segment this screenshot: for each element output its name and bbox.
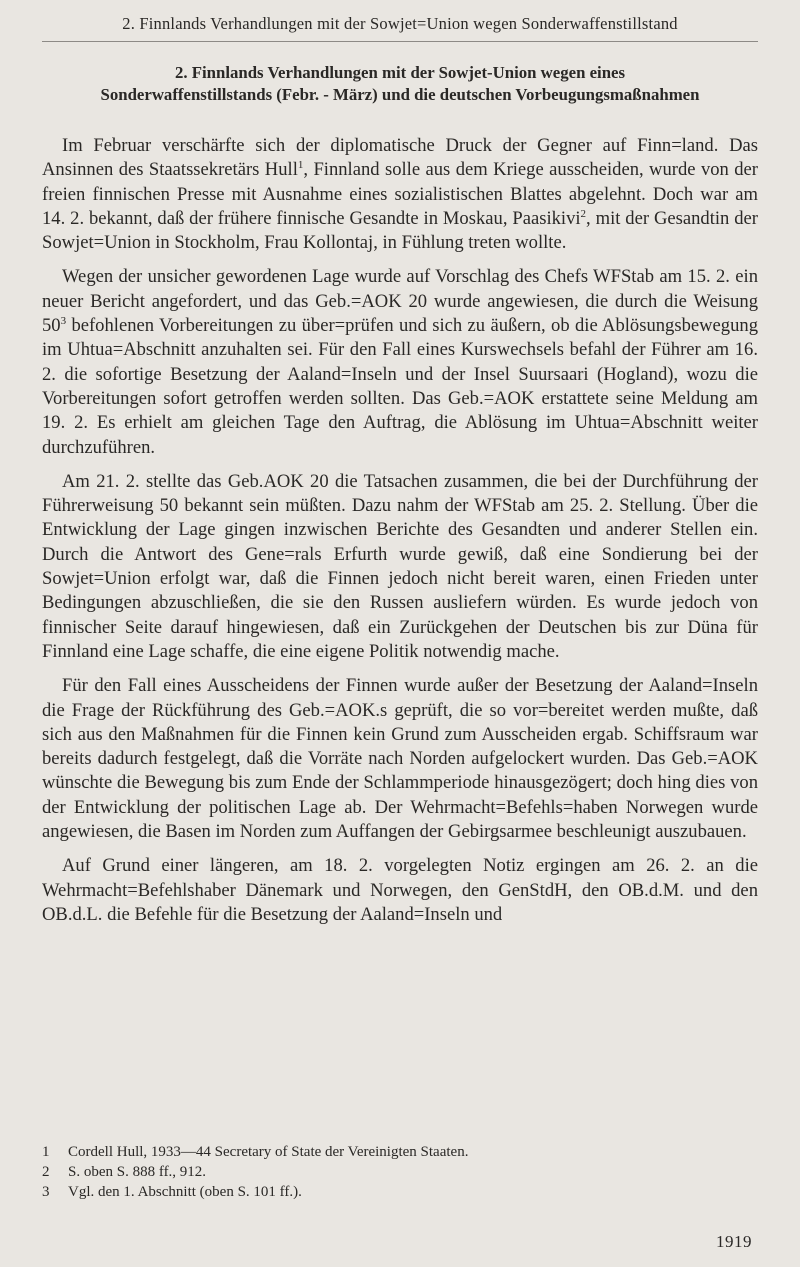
paragraph-2-text-a: Wegen der unsicher gewordenen Lage wurde auf Vorschlag des Chefs WFStab am 15. 2. ein neuer Bericht angefordert, und das Geb.=AOK 20 wurde angewiesen, die durch die Weisung 50 [42,266,758,337]
footnote-3-text: Vgl. den 1. Abschnitt (oben S. 101 ff.). [68,1184,302,1200]
body-text [42,134,758,937]
footnote-1 [42,1142,758,1162]
section-heading-line-1: 2. Finnlands Verhandlungen mit der Sowjet-Union wegen eines [174,63,626,82]
footnote-2-text: S. oben S. 888 ff., 912. [68,1164,207,1180]
paragraph-1-text-a: Im Februar verschärfte sich der diplomatische Druck der Gegner auf Finn=land. Das Ansinnen des Staatssekretärs Hull [42,135,758,181]
footnote-2-number: 2 [42,1164,50,1180]
footnote-marker-1[interactable]: 1 [297,159,304,172]
paragraph-1 [42,134,758,255]
header-rule [42,41,758,42]
section-heading [42,62,758,106]
footnotes [42,1142,758,1202]
paragraph-5: Auf Grund einer längeren, am 18. 2. vorgelegten Notiz ergingen am 26. 2. an die Wehrmacht=Befehlshaber Dänemark und Norwegen, den GenStdH, den OB.d.M. und den OB.d.L. die Befehle für die Besetzung der Aaland=Inseln und [42,855,758,925]
paragraph-2-text-b: befohlenen Vorbereitungen zu über=prüfen und sich zu äußern, ob die Ablösungsbewegung im Uhtua=Abschnitt anzuhalten sei. Für den Fall eines Kurswechsels befahl der Führer am 16. 2. die sofortige Besetzung der Aaland=Inseln und der Insel Suursaari (Hogland), wozu die Vorbereitungen sofort getroffen werden sollten. Das Geb.=AOK erstattete seine Meldung am 19. 2. Es erhielt am gleichen Tage den Auftrag, die Ablösung im Uhtua=Abschnitt weiter durchzuführen. [42,315,758,458]
running-header: 2. Finnlands Verhandlungen mit der Sowjet=Union wegen Sonderwaffenstillstand [122,14,678,33]
paragraph-3: Am 21. 2. stellte das Geb.AOK 20 die Tatsachen zusammen, die bei der Durchführung der Führerweisung 50 bekannt sein müßten. Dazu nahm der WFStab am 25. 2. Stellung. Über die Entwicklung der Lage gingen inzwischen Berichte des Gesandten und anderer Stellen ein. Durch die Antwort des Gene=rals Erfurth wurde gewiß, daß eine Sondierung bei der Sowjet=Union erfolgt war, daß die Finnen jedoch nicht bereit waren, einen Frieden unter Bedingungen abzuschließen, die sie den Russen ausliefern würden. Es wurde jedoch von finnischer Seite darauf hingewiesen, daß ein Zurückgehen der Deutschen bis zur Düna für Finnland eine Lage schaffe, die eine eigene Politik notwendig mache. [42,470,758,662]
footnote-3-number: 3 [42,1184,50,1200]
section-heading-line-2: Sonderwaffenstillstands (Febr. - März) und die deutschen Vorbeugungsmaßnahmen [100,85,700,104]
page-number: 1919 [716,1232,752,1251]
paragraph-1-text-b: , Finnland solle aus dem Kriege ausscheiden, wurde von der freien finnischen Presse mit Ausnahme eines sozialistischen Blattes abgelehnt. Doch war am 14. 2. bekannt, daß der frühere finnische Gesandte in Moskau, Paasikivi [42,159,758,229]
paragraph-4: Für den Fall eines Ausscheidens der Finnen wurde außer der Besetzung der Aaland=Inseln die Frage der Rückführung des Geb.=AOK.s geprüft, die so vor=bereitet werden mußte, daß sich aus den Maßnahmen für die Finnen kein Grund zum Ausscheiden ergab. Schiffsraum war bereits dadurch festgelegt, daß die Vorräte nach Norden aufgelockert wurden. Das Geb.=AOK wünschte die Bewegung bis zum Ende der Schlammperiode hinausgezögert; doch hing dies von der Entwicklung der politischen Lage ab. Der Wehrmacht=Befehls=haben Norwegen wurde angewiesen, die Basen im Norden zum Auffangen der Gebirgsarmee beschleunigt auszubauen. [42,675,758,843]
footnote-1-number: 1 [42,1144,50,1160]
footnote-3 [42,1182,758,1202]
footnote-marker-2[interactable]: 2 [580,207,587,220]
paragraph-2 [42,265,758,459]
footnote-2 [42,1162,758,1182]
paragraph-1-text-c: , mit der Gesandtin der Sowjet=Union in Stockholm, Frau Kollontaj, in Fühlung treten wollte. [42,207,758,254]
footnote-1-text: Cordell Hull, 1933—44 Secretary of State der Vereinigten Staaten. [68,1144,469,1160]
footnote-marker-3[interactable]: 3 [60,314,67,327]
